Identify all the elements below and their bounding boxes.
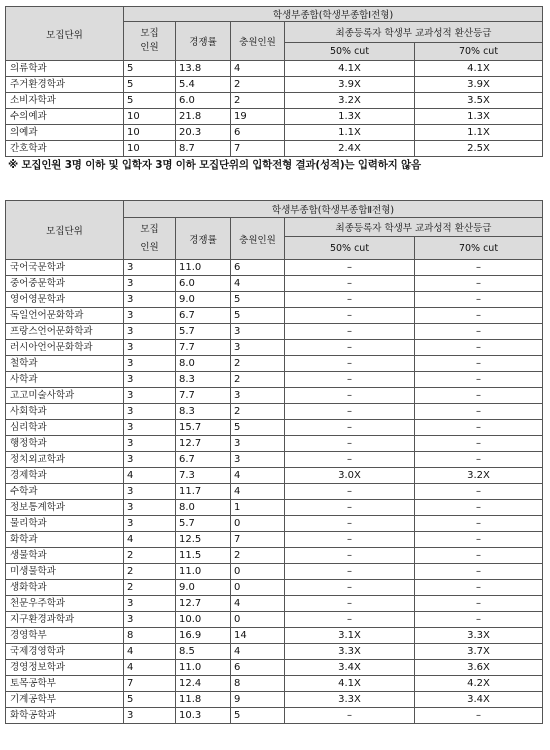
cell-recruit: 3	[124, 484, 176, 500]
table-row	[6, 356, 543, 372]
footnote: ※ 모집인원 3명 이하 및 입학자 3명 이하 모집단위의 입학전형 결과(성적)는 입력하지 않음	[8, 159, 421, 171]
cell-rate: 7.7	[176, 340, 231, 356]
cell-cut50: 3.2X	[285, 93, 415, 109]
cell-unit: 국어국문학과	[6, 260, 124, 276]
cell-cut50: –	[285, 420, 415, 436]
cell-unit: 의예과	[6, 125, 124, 141]
table-row	[6, 125, 543, 141]
cell-recruit: 2	[124, 564, 176, 580]
cell-cut50: –	[285, 276, 415, 292]
cell-recruit: 3	[124, 452, 176, 468]
cell-rate: 8.3	[176, 372, 231, 388]
cell-cut50: –	[285, 484, 415, 500]
cell-rate: 7.7	[176, 388, 231, 404]
cell-cut50: –	[285, 340, 415, 356]
cell-fill: 0	[231, 516, 285, 532]
cell-rate: 8.0	[176, 500, 231, 516]
header-program: 학생부종합(학생부종합Ⅰ전형)	[124, 7, 543, 22]
cell-cut50: –	[285, 500, 415, 516]
cell-cut50: 3.3X	[285, 644, 415, 660]
cell-cut50: –	[285, 548, 415, 564]
cell-unit: 고고미술사학과	[6, 388, 124, 404]
cell-recruit: 8	[124, 628, 176, 644]
cell-unit: 국제경영학과	[6, 644, 124, 660]
cell-fill: 14	[231, 628, 285, 644]
cell-fill: 4	[231, 468, 285, 484]
cell-unit: 심리학과	[6, 420, 124, 436]
cell-rate: 8.7	[176, 141, 231, 157]
header-rate: 경쟁률	[176, 22, 231, 61]
cell-cut70: 2.5X	[415, 141, 543, 157]
cell-fill: 4	[231, 644, 285, 660]
table-row	[6, 676, 543, 692]
table-row	[6, 580, 543, 596]
cell-unit: 생물학과	[6, 548, 124, 564]
cell-recruit: 2	[124, 548, 176, 564]
cell-rate: 11.0	[176, 260, 231, 276]
cell-cut70: –	[415, 612, 543, 628]
cell-cut70: 1.3X	[415, 109, 543, 125]
cell-fill: 4	[231, 61, 285, 77]
cell-cut50: 3.3X	[285, 692, 415, 708]
cell-rate: 9.0	[176, 292, 231, 308]
cell-cut50: 4.1X	[285, 676, 415, 692]
cell-fill: 3	[231, 340, 285, 356]
cell-cut70: –	[415, 420, 543, 436]
cell-cut70: 3.7X	[415, 644, 543, 660]
header-fill: 충원인원	[231, 22, 285, 61]
cell-fill: 2	[231, 93, 285, 109]
cell-rate: 10.0	[176, 612, 231, 628]
cell-recruit: 4	[124, 660, 176, 676]
table-row	[6, 596, 543, 612]
table-row	[6, 324, 543, 340]
cell-cut70: –	[415, 324, 543, 340]
table-row	[6, 564, 543, 580]
cell-recruit: 5	[124, 61, 176, 77]
cell-fill: 3	[231, 324, 285, 340]
cell-unit: 프랑스언어문화학과	[6, 324, 124, 340]
cell-unit: 주거환경학과	[6, 77, 124, 93]
cell-fill: 0	[231, 612, 285, 628]
cell-unit: 수의예과	[6, 109, 124, 125]
cell-unit: 중어중문학과	[6, 276, 124, 292]
table-row	[6, 404, 543, 420]
cell-recruit: 3	[124, 324, 176, 340]
cell-cut50: –	[285, 516, 415, 532]
cell-unit: 정보통계학과	[6, 500, 124, 516]
cell-fill: 7	[231, 141, 285, 157]
table-row	[6, 420, 543, 436]
cell-cut70: –	[415, 564, 543, 580]
cell-rate: 20.3	[176, 125, 231, 141]
cell-recruit: 3	[124, 292, 176, 308]
cell-cut70: –	[415, 388, 543, 404]
cell-fill: 5	[231, 708, 285, 724]
cell-cut50: –	[285, 436, 415, 452]
cell-cut70: 3.5X	[415, 93, 543, 109]
cell-fill: 3	[231, 452, 285, 468]
table-row	[6, 388, 543, 404]
cell-recruit: 3	[124, 404, 176, 420]
table-row	[6, 500, 543, 516]
cell-cut70: –	[415, 708, 543, 724]
cell-unit: 행정학과	[6, 436, 124, 452]
cell-fill: 6	[231, 260, 285, 276]
cell-recruit: 3	[124, 596, 176, 612]
table-row	[6, 708, 543, 724]
table-row	[6, 93, 543, 109]
cell-unit: 철학과	[6, 356, 124, 372]
cell-rate: 12.4	[176, 676, 231, 692]
cell-recruit: 3	[124, 340, 176, 356]
cell-rate: 11.5	[176, 548, 231, 564]
table-row	[6, 276, 543, 292]
cell-cut70: 1.1X	[415, 125, 543, 141]
header-grade-group: 최종등록자 학생부 교과성적 환산등급	[285, 22, 543, 43]
table-row	[6, 77, 543, 93]
cell-fill: 4	[231, 596, 285, 612]
cell-unit: 사회학과	[6, 404, 124, 420]
cell-cut70: –	[415, 500, 543, 516]
cell-rate: 12.5	[176, 532, 231, 548]
cell-cut50: –	[285, 596, 415, 612]
cell-cut50: –	[285, 308, 415, 324]
cell-rate: 11.7	[176, 484, 231, 500]
cell-cut70: 3.6X	[415, 660, 543, 676]
cell-cut70: –	[415, 452, 543, 468]
cell-rate: 5.7	[176, 516, 231, 532]
cell-fill: 3	[231, 436, 285, 452]
header-rate: 경쟁률	[176, 218, 231, 260]
header-cut50: 50% cut	[285, 43, 415, 61]
cell-recruit: 3	[124, 420, 176, 436]
cell-rate: 11.8	[176, 692, 231, 708]
cell-unit: 의류학과	[6, 61, 124, 77]
header-recruit: 모집 인원	[124, 22, 176, 61]
table-row	[6, 436, 543, 452]
table-row	[6, 628, 543, 644]
cell-recruit: 4	[124, 468, 176, 484]
cell-recruit: 3	[124, 436, 176, 452]
cell-cut70: –	[415, 532, 543, 548]
cell-cut70: 4.1X	[415, 61, 543, 77]
cell-rate: 6.0	[176, 276, 231, 292]
header-recruit: 모집 인원	[124, 218, 176, 260]
cell-cut70: 3.9X	[415, 77, 543, 93]
cell-recruit: 3	[124, 708, 176, 724]
header-unit: 모집단위	[6, 7, 124, 61]
cell-cut70: –	[415, 356, 543, 372]
cell-recruit: 5	[124, 77, 176, 93]
table-row	[6, 660, 543, 676]
cell-cut70: –	[415, 276, 543, 292]
cell-rate: 12.7	[176, 436, 231, 452]
table-row	[6, 292, 543, 308]
cell-fill: 1	[231, 500, 285, 516]
cell-rate: 21.8	[176, 109, 231, 125]
table-row	[6, 484, 543, 500]
cell-fill: 5	[231, 420, 285, 436]
cell-unit: 생화학과	[6, 580, 124, 596]
cell-cut50: –	[285, 580, 415, 596]
cell-cut50: –	[285, 564, 415, 580]
header-unit: 모집단위	[6, 201, 124, 260]
cell-cut50: 3.9X	[285, 77, 415, 93]
cell-unit: 지구환경과학과	[6, 612, 124, 628]
header-cut70: 70% cut	[415, 43, 543, 61]
cell-cut50: 3.4X	[285, 660, 415, 676]
cell-recruit: 3	[124, 500, 176, 516]
cell-cut70: –	[415, 548, 543, 564]
results-table-2	[5, 200, 543, 724]
cell-cut50: –	[285, 356, 415, 372]
cell-recruit: 3	[124, 516, 176, 532]
cell-unit: 기계공학부	[6, 692, 124, 708]
cell-rate: 7.3	[176, 468, 231, 484]
cell-rate: 8.3	[176, 404, 231, 420]
cell-recruit: 3	[124, 356, 176, 372]
cell-cut70: 4.2X	[415, 676, 543, 692]
cell-rate: 13.8	[176, 61, 231, 77]
cell-unit: 토목공학부	[6, 676, 124, 692]
cell-rate: 12.7	[176, 596, 231, 612]
cell-cut70: –	[415, 372, 543, 388]
cell-fill: 6	[231, 660, 285, 676]
table-row	[6, 516, 543, 532]
table-body	[6, 61, 543, 157]
cell-fill: 7	[231, 532, 285, 548]
table-row	[6, 340, 543, 356]
cell-unit: 간호학과	[6, 141, 124, 157]
cell-rate: 11.0	[176, 564, 231, 580]
cell-unit: 경제학과	[6, 468, 124, 484]
cell-rate: 5.7	[176, 324, 231, 340]
table-row	[6, 532, 543, 548]
cell-unit: 미생물학과	[6, 564, 124, 580]
cell-cut50: 3.1X	[285, 628, 415, 644]
cell-fill: 6	[231, 125, 285, 141]
header-fill: 충원인원	[231, 218, 285, 260]
cell-cut70: –	[415, 436, 543, 452]
cell-unit: 영어영문학과	[6, 292, 124, 308]
cell-fill: 4	[231, 484, 285, 500]
cell-cut70: 3.2X	[415, 468, 543, 484]
cell-unit: 물리학과	[6, 516, 124, 532]
cell-rate: 5.4	[176, 77, 231, 93]
cell-rate: 10.3	[176, 708, 231, 724]
cell-recruit: 3	[124, 276, 176, 292]
cell-cut70: –	[415, 580, 543, 596]
cell-recruit: 5	[124, 692, 176, 708]
table-row	[6, 612, 543, 628]
cell-unit: 정치외교학과	[6, 452, 124, 468]
cell-rate: 8.5	[176, 644, 231, 660]
cell-cut70: –	[415, 308, 543, 324]
cell-unit: 화학과	[6, 532, 124, 548]
cell-recruit: 3	[124, 372, 176, 388]
cell-unit: 화학공학과	[6, 708, 124, 724]
cell-rate: 9.0	[176, 580, 231, 596]
table-row	[6, 692, 543, 708]
table-row	[6, 308, 543, 324]
header-program: 학생부종합(학생부종합Ⅱ전형)	[124, 201, 543, 218]
cell-rate: 6.0	[176, 93, 231, 109]
cell-fill: 3	[231, 388, 285, 404]
cell-recruit: 3	[124, 388, 176, 404]
cell-rate: 15.7	[176, 420, 231, 436]
cell-cut50: –	[285, 324, 415, 340]
cell-fill: 2	[231, 548, 285, 564]
cell-fill: 5	[231, 308, 285, 324]
cell-cut50: 1.3X	[285, 109, 415, 125]
table-body	[6, 260, 543, 724]
cell-recruit: 10	[124, 141, 176, 157]
cell-fill: 4	[231, 276, 285, 292]
cell-fill: 5	[231, 292, 285, 308]
cell-fill: 9	[231, 692, 285, 708]
cell-unit: 러시아언어문화학과	[6, 340, 124, 356]
cell-fill: 2	[231, 404, 285, 420]
cell-cut70: –	[415, 292, 543, 308]
cell-cut50: –	[285, 292, 415, 308]
table-row	[6, 109, 543, 125]
cell-unit: 소비자학과	[6, 93, 124, 109]
cell-recruit: 4	[124, 644, 176, 660]
cell-cut70: 3.3X	[415, 628, 543, 644]
cell-recruit: 5	[124, 93, 176, 109]
table-row	[6, 548, 543, 564]
cell-cut50: 1.1X	[285, 125, 415, 141]
cell-cut70: –	[415, 260, 543, 276]
cell-recruit: 3	[124, 612, 176, 628]
cell-cut50: 3.0X	[285, 468, 415, 484]
cell-cut70: –	[415, 596, 543, 612]
cell-unit: 경영학부	[6, 628, 124, 644]
table-row	[6, 141, 543, 157]
cell-rate: 11.0	[176, 660, 231, 676]
table-row	[6, 260, 543, 276]
cell-fill: 0	[231, 564, 285, 580]
cell-recruit: 2	[124, 580, 176, 596]
table-row	[6, 644, 543, 660]
cell-cut50: –	[285, 388, 415, 404]
cell-cut50: –	[285, 612, 415, 628]
results-table-1	[5, 6, 543, 157]
cell-recruit: 10	[124, 125, 176, 141]
cell-fill: 2	[231, 372, 285, 388]
cell-cut70: –	[415, 516, 543, 532]
cell-cut70: 3.4X	[415, 692, 543, 708]
cell-unit: 경영정보학과	[6, 660, 124, 676]
table-row	[6, 468, 543, 484]
cell-cut50: –	[285, 532, 415, 548]
cell-recruit: 7	[124, 676, 176, 692]
cell-cut70: –	[415, 404, 543, 420]
table-row	[6, 452, 543, 468]
header-grade-group: 최종등록자 학생부 교과성적 환산등급	[285, 218, 543, 237]
header-cut50: 50% cut	[285, 237, 415, 260]
cell-fill: 2	[231, 77, 285, 93]
cell-cut50: –	[285, 260, 415, 276]
cell-cut50: 4.1X	[285, 61, 415, 77]
cell-unit: 천문우주학과	[6, 596, 124, 612]
cell-rate: 16.9	[176, 628, 231, 644]
cell-cut50: 2.4X	[285, 141, 415, 157]
cell-recruit: 3	[124, 260, 176, 276]
cell-cut50: –	[285, 372, 415, 388]
cell-unit: 사학과	[6, 372, 124, 388]
cell-cut50: –	[285, 708, 415, 724]
cell-recruit: 3	[124, 308, 176, 324]
cell-fill: 19	[231, 109, 285, 125]
cell-fill: 8	[231, 676, 285, 692]
cell-cut70: –	[415, 484, 543, 500]
header-cut70: 70% cut	[415, 237, 543, 260]
cell-recruit: 4	[124, 532, 176, 548]
cell-rate: 6.7	[176, 452, 231, 468]
cell-rate: 6.7	[176, 308, 231, 324]
cell-rate: 8.0	[176, 356, 231, 372]
table-row	[6, 61, 543, 77]
cell-fill: 0	[231, 580, 285, 596]
table-row	[6, 372, 543, 388]
cell-recruit: 10	[124, 109, 176, 125]
cell-cut70: –	[415, 340, 543, 356]
cell-cut50: –	[285, 452, 415, 468]
cell-unit: 수학과	[6, 484, 124, 500]
cell-cut50: –	[285, 404, 415, 420]
cell-unit: 독일언어문화학과	[6, 308, 124, 324]
cell-fill: 2	[231, 356, 285, 372]
